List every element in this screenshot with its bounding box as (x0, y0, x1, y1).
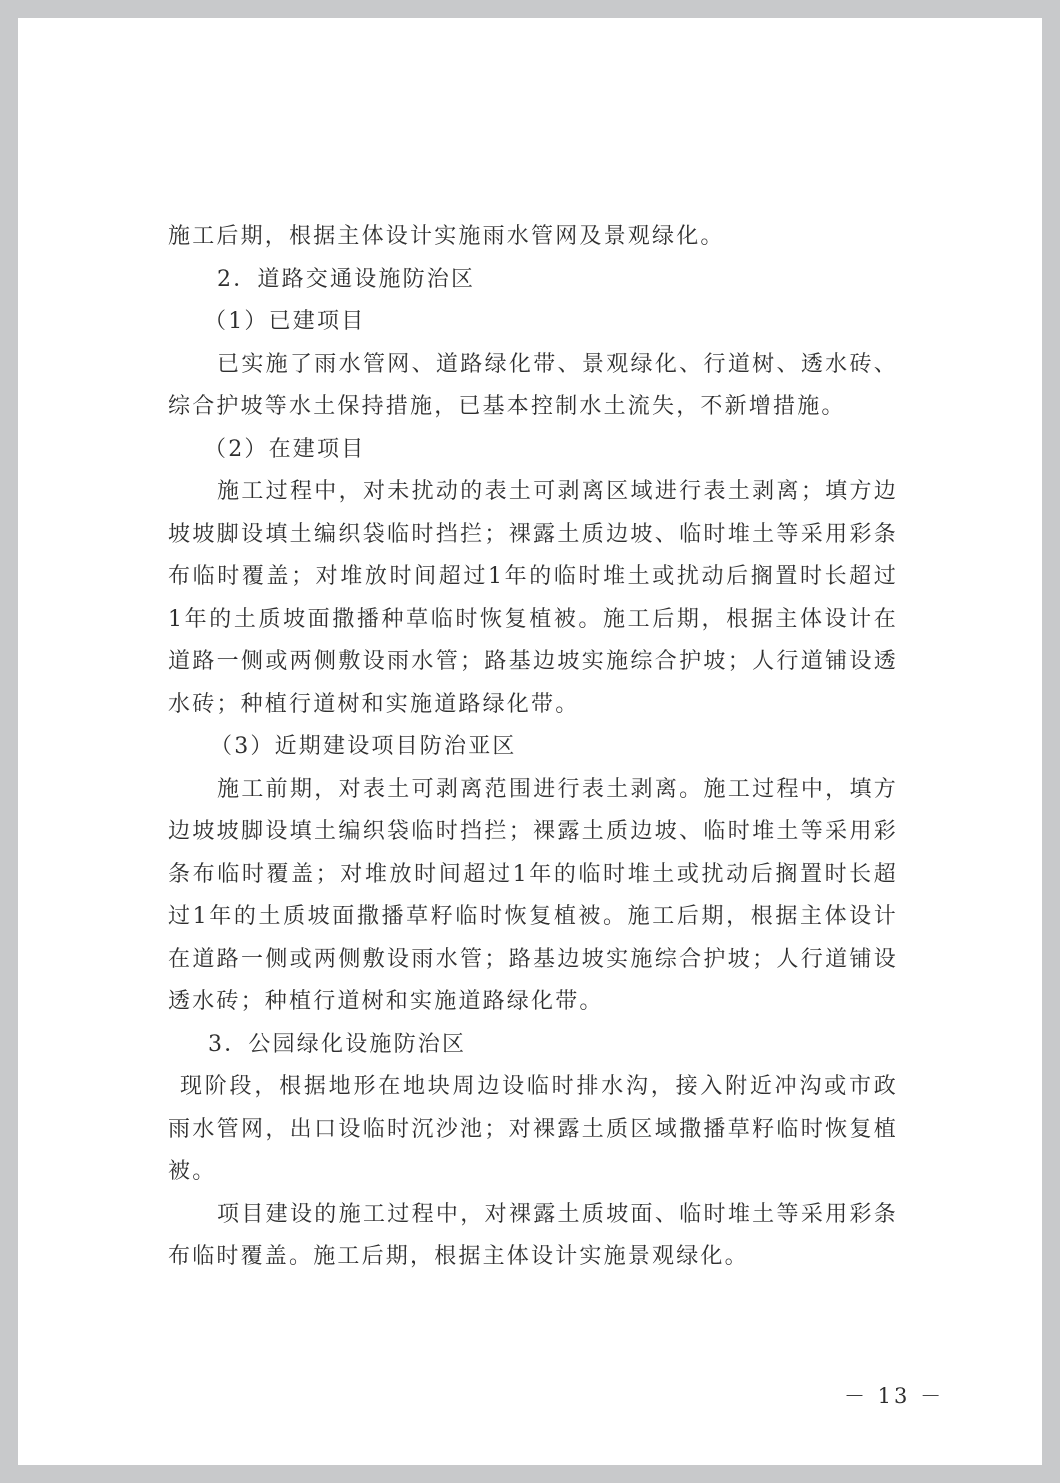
page-number: － 13 － (844, 1384, 945, 1408)
paragraph-projects-under-construction: 施工过程中，对未扰动的表土可剥离区域进行表土剥离；填方边坡坡脚设填土编织袋临时挡拦；裸露土质边坡、临时堆土等采用彩条布临时覆盖；对堆放时间超过1年的临时堆土或扰动后搁置时长超过1年的土质坡面撒播种草临时恢复植被。施工后期，根据主体设计在道路一侧或两侧敷设雨水管；路基边坡实施综合护坡；人行道铺设透水砖；种植行道树和实施道路绿化带。 (168, 479, 898, 717)
section-heading-park-greening: 3．公园绿化设施防治区 (208, 1031, 467, 1057)
document-page (18, 18, 1042, 1465)
subheading-projects-under-construction: （2）在建项目 (204, 436, 366, 462)
page-body (168, 216, 898, 1279)
paragraph-current-stage: 现阶段，根据地形在地块周边设临时排水沟，接入附近冲沟或市政雨水管网，出口设临时沉沙池；对裸露土质区域撒播草籽临时恢复植被。 (168, 1074, 898, 1184)
subheading-built-projects: （1）已建项目 (204, 309, 366, 334)
subheading-near-term-projects: （3）近期建设项目防治亚区 (210, 734, 517, 759)
paragraph-project-construction: 项目建设的施工过程中，对裸露土质坡面、临时堆土等采用彩条布临时覆盖。施工后期，根据主体设计实施景观绿化。 (168, 1201, 898, 1269)
paragraph-built-projects: 已实施了雨水管网、道路绿化带、景观绿化、行道树、透水砖、综合护坡等水土保持措施，已基本控制水土流失，不新增措施。 (168, 351, 898, 419)
section-heading-road-traffic: 2．道路交通设施防治区 (217, 266, 476, 292)
paragraph-near-term-projects: 施工前期，对表土可剥离范围进行表土剥离。施工过程中，填方边坡坡脚设填土编织袋临时挡拦；裸露土质边坡、临时堆土等采用彩条布临时覆盖；对堆放时间超过1年的临时堆土或扰动后搁置时长超过1年的土质坡面撒播草籽临时恢复植被。施工后期，根据主体设计在道路一侧或两侧敷设雨水管；路基边坡实施综合护坡；人行道铺设透水砖；种植行道树和实施道路绿化带。 (168, 776, 898, 1014)
paragraph-continuation: 施工后期，根据主体设计实施雨水管网及景观绿化。 (168, 224, 725, 249)
